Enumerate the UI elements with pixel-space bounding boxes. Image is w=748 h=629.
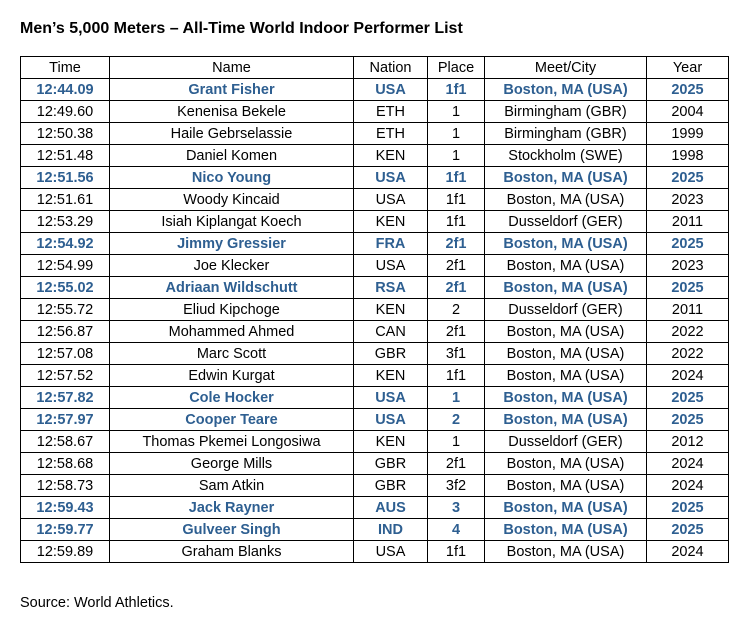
time-cell: 12:57.82	[21, 387, 110, 409]
time-cell: 12:53.29	[21, 211, 110, 233]
meet-city-cell: Boston, MA (USA)	[485, 541, 647, 563]
place-cell: 3f1	[428, 343, 485, 365]
place-cell: 1f1	[428, 79, 485, 101]
name-cell: Thomas Pkemei Longosiwa	[110, 431, 354, 453]
column-header-nation: Nation	[354, 57, 428, 79]
year-cell: 2023	[647, 189, 729, 211]
name-cell: Joe Klecker	[110, 255, 354, 277]
nation-cell: USA	[354, 255, 428, 277]
meet-city-cell: Boston, MA (USA)	[485, 497, 647, 519]
meet-city-cell: Dusseldorf (GER)	[485, 211, 647, 233]
year-cell: 1999	[647, 123, 729, 145]
table-row	[21, 79, 729, 101]
time-cell: 12:57.52	[21, 365, 110, 387]
nation-cell: USA	[354, 167, 428, 189]
table-row	[21, 409, 729, 431]
time-cell: 12:54.92	[21, 233, 110, 255]
table-row	[21, 101, 729, 123]
meet-city-cell: Boston, MA (USA)	[485, 409, 647, 431]
meet-city-cell: Dusseldorf (GER)	[485, 299, 647, 321]
nation-cell: KEN	[354, 211, 428, 233]
time-cell: 12:55.72	[21, 299, 110, 321]
place-cell: 4	[428, 519, 485, 541]
performer-table	[20, 56, 729, 563]
name-cell: Marc Scott	[110, 343, 354, 365]
nation-cell: GBR	[354, 343, 428, 365]
table-row	[21, 453, 729, 475]
meet-city-cell: Dusseldorf (GER)	[485, 431, 647, 453]
nation-cell: GBR	[354, 475, 428, 497]
year-cell: 2025	[647, 277, 729, 299]
meet-city-cell: Boston, MA (USA)	[485, 475, 647, 497]
year-cell: 2024	[647, 453, 729, 475]
table-row	[21, 475, 729, 497]
year-cell: 2025	[647, 233, 729, 255]
year-cell: 2011	[647, 299, 729, 321]
time-cell: 12:59.43	[21, 497, 110, 519]
nation-cell: KEN	[354, 431, 428, 453]
meet-city-cell: Boston, MA (USA)	[485, 365, 647, 387]
table-row	[21, 145, 729, 167]
table-row	[21, 365, 729, 387]
meet-city-cell: Birmingham (GBR)	[485, 123, 647, 145]
name-cell: Daniel Komen	[110, 145, 354, 167]
time-cell: 12:59.89	[21, 541, 110, 563]
meet-city-cell: Boston, MA (USA)	[485, 277, 647, 299]
place-cell: 1f1	[428, 541, 485, 563]
time-cell: 12:58.67	[21, 431, 110, 453]
name-cell: Haile Gebrselassie	[110, 123, 354, 145]
table-row	[21, 497, 729, 519]
meet-city-cell: Boston, MA (USA)	[485, 167, 647, 189]
year-cell: 2024	[647, 475, 729, 497]
nation-cell: USA	[354, 541, 428, 563]
table-row	[21, 167, 729, 189]
time-cell: 12:55.02	[21, 277, 110, 299]
nation-cell: KEN	[354, 145, 428, 167]
place-cell: 1f1	[428, 167, 485, 189]
table-row	[21, 233, 729, 255]
place-cell: 1	[428, 145, 485, 167]
place-cell: 2f1	[428, 233, 485, 255]
table-row	[21, 277, 729, 299]
table-row	[21, 123, 729, 145]
column-header-meet-city: Meet/City	[485, 57, 647, 79]
name-cell: Sam Atkin	[110, 475, 354, 497]
meet-city-cell: Boston, MA (USA)	[485, 233, 647, 255]
year-cell: 2012	[647, 431, 729, 453]
name-cell: Isiah Kiplangat Koech	[110, 211, 354, 233]
place-cell: 1f1	[428, 189, 485, 211]
time-cell: 12:50.38	[21, 123, 110, 145]
meet-city-cell: Boston, MA (USA)	[485, 321, 647, 343]
time-cell: 12:58.68	[21, 453, 110, 475]
table-row	[21, 211, 729, 233]
table-header-row	[21, 57, 729, 79]
time-cell: 12:51.61	[21, 189, 110, 211]
table-row	[21, 189, 729, 211]
place-cell: 2	[428, 409, 485, 431]
name-cell: Adriaan Wildschutt	[110, 277, 354, 299]
place-cell: 1f1	[428, 211, 485, 233]
table-row	[21, 299, 729, 321]
name-cell: Nico Young	[110, 167, 354, 189]
place-cell: 3	[428, 497, 485, 519]
year-cell: 2024	[647, 365, 729, 387]
meet-city-cell: Boston, MA (USA)	[485, 343, 647, 365]
year-cell: 2025	[647, 409, 729, 431]
document-title: Men’s 5,000 Meters – All-Time World Indoor Performer List	[20, 20, 463, 37]
meet-city-cell: Boston, MA (USA)	[485, 255, 647, 277]
year-cell: 2025	[647, 79, 729, 101]
year-cell: 2025	[647, 167, 729, 189]
place-cell: 1f1	[428, 365, 485, 387]
place-cell: 2f1	[428, 321, 485, 343]
year-cell: 2024	[647, 541, 729, 563]
name-cell: Grant Fisher	[110, 79, 354, 101]
name-cell: Cole Hocker	[110, 387, 354, 409]
year-cell: 2023	[647, 255, 729, 277]
name-cell: Woody Kincaid	[110, 189, 354, 211]
place-cell: 2f1	[428, 255, 485, 277]
time-cell: 12:54.99	[21, 255, 110, 277]
meet-city-cell: Boston, MA (USA)	[485, 79, 647, 101]
column-header-year: Year	[647, 57, 729, 79]
name-cell: Mohammed Ahmed	[110, 321, 354, 343]
column-header-name: Name	[110, 57, 354, 79]
time-cell: 12:51.48	[21, 145, 110, 167]
year-cell: 2025	[647, 497, 729, 519]
meet-city-cell: Birmingham (GBR)	[485, 101, 647, 123]
column-header-time: Time	[21, 57, 110, 79]
time-cell: 12:56.87	[21, 321, 110, 343]
place-cell: 1	[428, 123, 485, 145]
table-row	[21, 519, 729, 541]
name-cell: Jimmy Gressier	[110, 233, 354, 255]
nation-cell: AUS	[354, 497, 428, 519]
source-note: Source: World Athletics.	[20, 595, 174, 611]
time-cell: 12:58.73	[21, 475, 110, 497]
year-cell: 2022	[647, 321, 729, 343]
name-cell: Kenenisa Bekele	[110, 101, 354, 123]
time-cell: 12:57.97	[21, 409, 110, 431]
year-cell: 2011	[647, 211, 729, 233]
nation-cell: IND	[354, 519, 428, 541]
place-cell: 1	[428, 101, 485, 123]
place-cell: 2	[428, 299, 485, 321]
nation-cell: GBR	[354, 453, 428, 475]
meet-city-cell: Boston, MA (USA)	[485, 519, 647, 541]
name-cell: Edwin Kurgat	[110, 365, 354, 387]
name-cell: George Mills	[110, 453, 354, 475]
name-cell: Gulveer Singh	[110, 519, 354, 541]
table-row	[21, 321, 729, 343]
time-cell: 12:59.77	[21, 519, 110, 541]
year-cell: 2025	[647, 519, 729, 541]
nation-cell: RSA	[354, 277, 428, 299]
meet-city-cell: Boston, MA (USA)	[485, 387, 647, 409]
nation-cell: USA	[354, 79, 428, 101]
table-row	[21, 541, 729, 563]
place-cell: 2f1	[428, 453, 485, 475]
year-cell: 2022	[647, 343, 729, 365]
name-cell: Eliud Kipchoge	[110, 299, 354, 321]
time-cell: 12:49.60	[21, 101, 110, 123]
year-cell: 2004	[647, 101, 729, 123]
time-cell: 12:57.08	[21, 343, 110, 365]
name-cell: Graham Blanks	[110, 541, 354, 563]
year-cell: 2025	[647, 387, 729, 409]
table-row	[21, 255, 729, 277]
time-cell: 12:51.56	[21, 167, 110, 189]
nation-cell: USA	[354, 409, 428, 431]
nation-cell: KEN	[354, 299, 428, 321]
place-cell: 1	[428, 387, 485, 409]
table-row	[21, 343, 729, 365]
place-cell: 2f1	[428, 277, 485, 299]
nation-cell: USA	[354, 387, 428, 409]
place-cell: 1	[428, 431, 485, 453]
name-cell: Cooper Teare	[110, 409, 354, 431]
table-row	[21, 431, 729, 453]
name-cell: Jack Rayner	[110, 497, 354, 519]
year-cell: 1998	[647, 145, 729, 167]
nation-cell: FRA	[354, 233, 428, 255]
nation-cell: KEN	[354, 365, 428, 387]
meet-city-cell: Boston, MA (USA)	[485, 453, 647, 475]
table-row	[21, 387, 729, 409]
time-cell: 12:44.09	[21, 79, 110, 101]
nation-cell: USA	[354, 189, 428, 211]
nation-cell: CAN	[354, 321, 428, 343]
place-cell: 3f2	[428, 475, 485, 497]
nation-cell: ETH	[354, 101, 428, 123]
column-header-place: Place	[428, 57, 485, 79]
meet-city-cell: Stockholm (SWE)	[485, 145, 647, 167]
nation-cell: ETH	[354, 123, 428, 145]
meet-city-cell: Boston, MA (USA)	[485, 189, 647, 211]
